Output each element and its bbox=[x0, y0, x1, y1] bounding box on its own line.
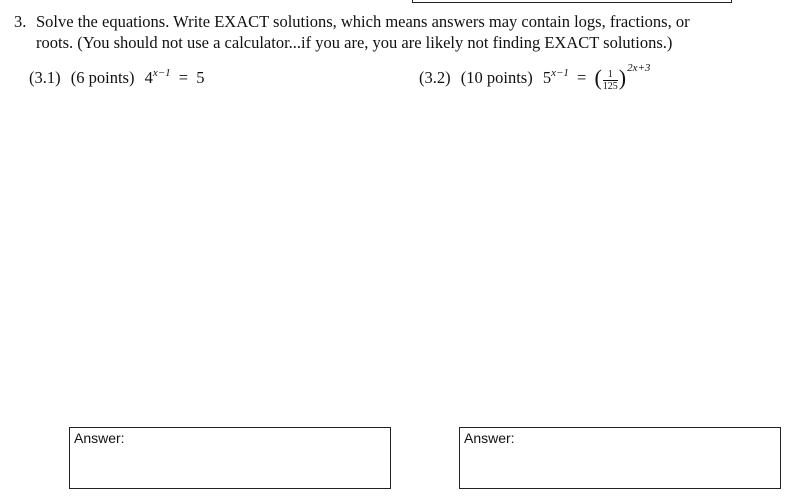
right-paren: ) bbox=[618, 65, 627, 90]
equation-base: 5 bbox=[542, 68, 552, 87]
fraction bbox=[603, 69, 618, 92]
question-text-line-2: roots. (You should not use a calculator...if you are, you are likely not finding EXACT solutions.) bbox=[36, 33, 673, 52]
fraction-numerator: 1 bbox=[603, 69, 618, 81]
fraction-denominator: 125 bbox=[602, 81, 618, 92]
question-3 bbox=[14, 11, 754, 53]
previous-answer-box-edge bbox=[412, 0, 732, 3]
rhs-exponent: 2x+3 bbox=[627, 62, 651, 74]
answer-box-3-2[interactable] bbox=[459, 427, 781, 489]
equals-sign: = bbox=[178, 68, 189, 87]
part-points: (10 points) bbox=[460, 68, 533, 87]
part-3-2 bbox=[419, 62, 651, 92]
left-paren: ( bbox=[594, 65, 602, 90]
equation-exponent: x−1 bbox=[152, 67, 171, 79]
answer-label: Answer: bbox=[74, 430, 125, 446]
question-line-1 bbox=[14, 11, 754, 32]
equation-3-2 bbox=[542, 62, 651, 92]
part-label: (3.1) bbox=[29, 68, 61, 87]
equation-exponent: x−1 bbox=[551, 67, 569, 79]
question-text-line-1: Solve the equations. Write EXACT solutions, which means answers may contain logs, fractions, or bbox=[36, 12, 690, 31]
part-3-1 bbox=[29, 66, 204, 90]
equation-3-1 bbox=[145, 68, 205, 87]
answer-box-3-1[interactable] bbox=[69, 427, 391, 489]
part-points: (6 points) bbox=[70, 68, 135, 87]
question-number: 3. bbox=[14, 12, 27, 31]
equation-base: 4 bbox=[144, 68, 153, 87]
answer-label: Answer: bbox=[464, 430, 515, 446]
equation-rhs: 5 bbox=[196, 68, 205, 87]
part-label: (3.2) bbox=[419, 68, 451, 87]
equals-sign: = bbox=[577, 68, 587, 87]
